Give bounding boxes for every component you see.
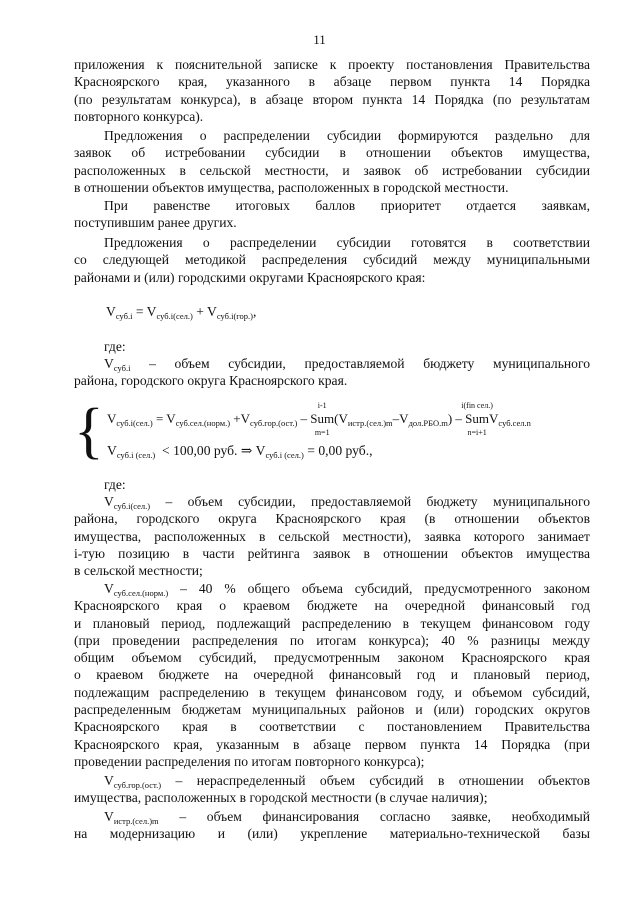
- formula-2-line-2: [107, 442, 373, 459]
- text-line: заявок об истребовании субсидии в отношении объектов имущества,: [74, 145, 590, 161]
- subscript: суб.гор.(ост.): [250, 418, 298, 428]
- text-line: Красноярского края о краевом бюджете на очередной финансовый год: [74, 598, 590, 614]
- var-symbol: V: [338, 411, 348, 426]
- subscript: суб.сел.(норм.): [113, 588, 169, 598]
- text-line: районами и (или) городскими округами Красноярского края:: [74, 269, 426, 285]
- var-symbol: V: [104, 773, 114, 788]
- text-line: Красноярского края, указанным в абзаце первом пункта 14 Порядка (при: [74, 736, 590, 752]
- subscript: суб.i(сел.): [156, 311, 193, 321]
- condition-text: < 100,00 руб. ⇒: [162, 443, 256, 458]
- var-symbol: V: [146, 304, 157, 319]
- var-symbol: V: [166, 411, 176, 426]
- subscript: суб.i: [113, 363, 131, 373]
- subscript: истр.(сел.)m: [113, 816, 159, 826]
- text-line: имущества, расположенных в городской местности (в случае наличия);: [74, 790, 488, 806]
- var-symbol: V: [399, 411, 409, 426]
- condition-result: = 0,00 руб.,: [303, 443, 373, 458]
- text-line: со следующей методикой распределения субсидий между муниципальными: [74, 252, 590, 268]
- operator: –: [297, 411, 311, 426]
- punctuation: ,: [253, 304, 257, 319]
- text-line: i-тую позицию в части рейтинга заявок в отношении объектов имущества: [74, 545, 590, 561]
- paragraph-1: [74, 56, 590, 125]
- text-line: Красноярского края в соответствии с постановлением Правительства: [74, 719, 590, 735]
- var-symbol: V: [107, 443, 117, 458]
- definition-4: [74, 772, 590, 807]
- subscript: истр.(сел.)m: [347, 418, 393, 428]
- punctuation: (: [334, 411, 339, 426]
- sum-lower-limit: m=1: [314, 428, 330, 437]
- operator: –: [392, 411, 400, 426]
- text-line: (по результатам конкурса), в абзаце втором пункта 14 Порядка (по результатам: [74, 91, 590, 107]
- var-symbol: V: [255, 443, 266, 458]
- var-symbol: V: [104, 494, 114, 509]
- text-line: района, городского округа Красноярского края.: [74, 373, 348, 389]
- operator: –: [452, 411, 466, 426]
- var-symbol: V: [104, 356, 114, 371]
- text-line: расположенных в сельской местности, и заявок об истребовании субсидии: [74, 162, 590, 178]
- where-label: где:: [104, 339, 126, 354]
- text-line: Предложения о распределении субсидии формируются раздельно для: [104, 128, 590, 143]
- text-fragment: – объем субсидии, предоставляемой бюджету муниципального: [130, 356, 590, 371]
- text-line: проведении распределения по итогам повторного конкурса);: [74, 753, 425, 769]
- left-brace-icon: {: [74, 397, 104, 465]
- text-line: [74, 580, 590, 597]
- text-line: в отношении объектов имущества, расположенных в городской местности.: [74, 179, 509, 195]
- subscript: суб.i(гор.): [216, 311, 254, 321]
- text-line: подлежащим распределению в текущем финансовом году, и объемом субсидий,: [74, 684, 590, 700]
- sum-upper-limit: i(fin сел.): [461, 401, 493, 410]
- definition-2: [74, 493, 590, 579]
- subscript: суб.i(сел.): [116, 418, 153, 428]
- text-line: имущества, расположенных в сельской местности), заявка которого занимает: [74, 528, 590, 544]
- text-line: (при проведении распределения по итогам конкурса); 40 % разницы между: [74, 632, 590, 648]
- subscript: суб.i: [115, 311, 133, 321]
- text-line: и плановый период, подлежащий распределению в текущем финансовом году: [74, 615, 590, 631]
- sum-1: [310, 401, 335, 437]
- subscript: суб.i (сел.): [265, 450, 304, 460]
- text-line: [74, 808, 590, 825]
- var-symbol: V: [489, 411, 499, 426]
- var-symbol: V: [240, 411, 251, 426]
- operator: =: [132, 304, 147, 319]
- subscript: дол.РБО.m: [408, 418, 448, 428]
- text-line: Красноярского края, указанного в абзаце первом пункта 14 Порядка: [74, 74, 590, 90]
- text-line: распределенным бюджетам муниципальных районов и (или) городских округов: [74, 702, 590, 718]
- where-label: где:: [104, 477, 126, 492]
- subscript: суб.i (сел.): [116, 450, 156, 460]
- text-line: о краевом бюджете на очередной финансовый год и плановый период,: [74, 667, 590, 683]
- var-symbol: V: [207, 304, 217, 319]
- formula-1: [106, 303, 256, 320]
- text-line: [74, 772, 590, 789]
- text-line: приложения к пояснительной записке к проекту постановления Правительства: [74, 57, 590, 72]
- text-line: на модернизацию и (или) укрепление материально-технической базы: [74, 826, 590, 842]
- text-line: поступившим ранее других.: [74, 215, 237, 231]
- operator: +: [192, 304, 208, 319]
- text-fragment: – нераспределенный объем субсидий в отношении объектов: [161, 773, 590, 788]
- operator: +: [230, 411, 241, 426]
- formula-2-line-1: [107, 401, 531, 437]
- definition-5: [74, 808, 590, 843]
- text-fragment: – 40 % общего объема субсидий, предусмотренного законом: [168, 581, 590, 596]
- text-line: [74, 355, 590, 372]
- var-symbol: V: [104, 581, 114, 596]
- var-symbol: V: [104, 809, 114, 824]
- paragraph-4: [74, 234, 590, 286]
- subscript: суб.сел.n: [498, 418, 531, 428]
- text-line: При равенстве итоговых баллов приоритет отдается заявкам,: [104, 198, 590, 213]
- sum-symbol: Sum: [465, 411, 490, 426]
- var-symbol: V: [107, 411, 117, 426]
- operator: =: [152, 411, 167, 426]
- sum-2: [461, 401, 493, 437]
- text-line: в сельской местности;: [74, 563, 203, 579]
- subscript: суб.гор.(ост.): [113, 780, 162, 790]
- text-line: [74, 493, 590, 510]
- text-line: общим объемом субсидий, предусмотренным законом Красноярского края: [74, 650, 590, 666]
- sum-lower-limit: n=i+1: [467, 428, 487, 437]
- subscript: суб.сел.(норм.): [175, 418, 231, 428]
- subscript: суб.i(сел.): [113, 501, 151, 511]
- text-fragment: – объем финансирования согласно заявке, необходимый: [158, 809, 590, 824]
- var-symbol: V: [106, 304, 116, 319]
- sum-symbol: Sum: [310, 411, 335, 426]
- sum-upper-limit: i-1: [317, 401, 327, 410]
- paragraph-2: [74, 127, 590, 196]
- definition-3: [74, 580, 590, 770]
- page-number: 11: [313, 32, 326, 47]
- text-line: повторного конкурса).: [74, 108, 204, 124]
- punctuation: ): [447, 411, 453, 426]
- text-line: Предложения о распределении субсидии готовятся в соответствии: [104, 235, 590, 250]
- paragraph-3: [74, 197, 590, 232]
- definition-1: [74, 355, 590, 390]
- text-line: района, городского округа Красноярского края (в отношении объектов: [74, 511, 590, 527]
- text-fragment: – объем субсидии, предоставляемой бюджету муниципального: [150, 494, 590, 509]
